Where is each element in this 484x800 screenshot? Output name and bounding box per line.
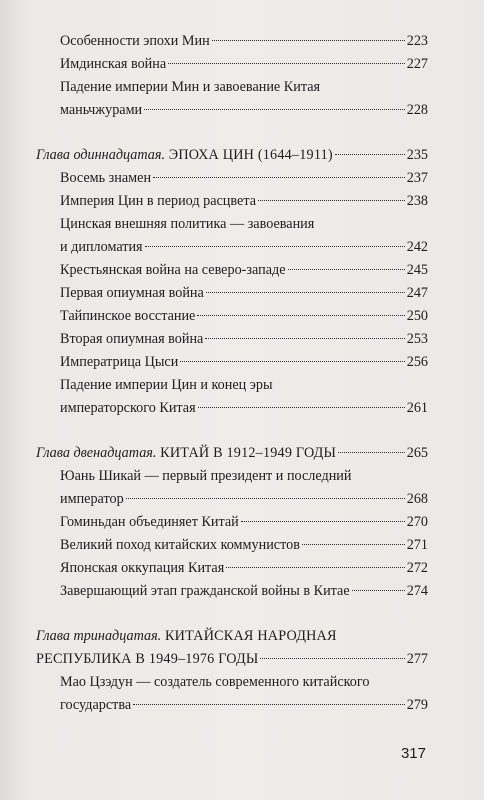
toc-entry	[36, 328, 428, 351]
toc-entry-page: 268	[406, 491, 428, 507]
toc-entry-title-line2: маньчжурами	[60, 102, 143, 118]
toc-entry-title-line1: Юань Шикай — первый президент и последний	[60, 468, 352, 484]
toc-entry	[36, 99, 428, 122]
dot-leader	[168, 63, 405, 64]
chapter-title-line2: РЕСПУБЛИКА В 1949–1976 ГОДЫ	[36, 651, 259, 667]
toc-entry-title-line2: императорского Китая	[60, 400, 196, 416]
toc-chapter-heading	[36, 144, 428, 167]
dot-leader	[260, 658, 404, 659]
toc-entry-title: Особенности эпохи Мин	[60, 33, 210, 49]
toc-entry-title: Имдинская война	[60, 56, 167, 72]
dot-leader	[258, 200, 405, 201]
toc-entry-page: 227	[406, 56, 428, 72]
chapter-label: Глава одиннадцатая.	[36, 147, 166, 163]
toc-entry-title: Империя Цин в период расцвета	[60, 193, 256, 209]
page-number: 317	[400, 745, 426, 762]
toc-entry	[36, 557, 428, 580]
dot-leader	[126, 498, 405, 499]
toc-entry-page: 245	[406, 262, 428, 278]
toc-entry	[36, 167, 428, 190]
toc-entry-title: Тайпинское восстание	[60, 308, 196, 324]
toc-entry-page: 237	[406, 170, 428, 186]
toc-entry	[36, 534, 428, 557]
toc-entry-page: 272	[406, 560, 428, 576]
toc-entry	[36, 397, 428, 420]
dot-leader	[144, 109, 405, 110]
toc-chapter-heading	[36, 442, 428, 465]
toc-entry	[36, 511, 428, 534]
toc-entry	[36, 53, 428, 76]
toc-entry-title-line2: и дипломатия	[60, 239, 143, 255]
toc-entry-page: 228	[406, 102, 428, 118]
toc-entry-title-line1: Падение империи Мин и завоевание Китая	[60, 79, 321, 95]
dot-leader	[198, 407, 405, 408]
toc-entry-page: 250	[406, 308, 428, 324]
toc-entry	[36, 236, 428, 259]
table-of-contents	[36, 30, 428, 717]
toc-entry-title: Гоминьдан объединяет Китай	[60, 514, 239, 530]
toc-entry	[36, 305, 428, 328]
toc-entry-title: Первая опиумная война	[60, 285, 204, 301]
dot-leader	[197, 315, 404, 316]
toc-entry-page: 242	[406, 239, 428, 255]
toc-entry-title: Вторая опиумная война	[60, 331, 204, 347]
toc-entry-page: 270	[406, 514, 428, 530]
chapter-title: КИТАЙ В 1912–1949 ГОДЫ	[156, 445, 337, 461]
dot-leader	[206, 292, 405, 293]
chapter-label: Глава двенадцатая.	[36, 445, 157, 461]
dot-leader	[335, 154, 405, 155]
toc-entry-title: Завершающий этап гражданской войны в Китае	[60, 583, 350, 599]
toc-entry-title-line1: Мао Цзэдун — создатель современного китайского	[60, 674, 370, 690]
toc-entry	[36, 351, 428, 374]
toc-entry-title-line1: Цинская внешняя политика — завоевания	[60, 216, 315, 232]
toc-entry-page: 253	[406, 331, 428, 347]
toc-entry-title-line2: государства	[60, 697, 132, 713]
dot-leader	[302, 544, 405, 545]
toc-entry-title-line2: император	[60, 491, 124, 507]
chapter-page: 265	[406, 445, 428, 461]
toc-entry	[36, 580, 428, 603]
dot-leader	[133, 704, 405, 705]
toc-entry	[36, 30, 428, 53]
toc-entry-page: 247	[406, 285, 428, 301]
dot-leader	[145, 246, 405, 247]
toc-entry	[36, 488, 428, 511]
toc-entry-title: Императрица Цыси	[60, 354, 179, 370]
toc-chapter-heading-line1	[36, 625, 428, 648]
dot-leader	[205, 338, 404, 339]
toc-entry	[36, 190, 428, 213]
dot-leader	[153, 177, 405, 178]
toc-entry-title: Великий поход китайских коммунистов	[60, 537, 300, 553]
dot-leader	[180, 361, 404, 362]
toc-entry-page: 238	[406, 193, 428, 209]
chapter-page: 277	[406, 651, 428, 667]
toc-entry-title-line1: Падение империи Цин и конец эры	[60, 377, 273, 393]
dot-leader	[212, 40, 405, 41]
chapter-page: 235	[406, 147, 428, 163]
toc-entry	[36, 259, 428, 282]
toc-entry	[36, 694, 428, 717]
toc-chapter-heading	[36, 648, 428, 671]
toc-entry-page: 223	[406, 33, 428, 49]
toc-entry-title: Крестьянская война на северо-западе	[60, 262, 286, 278]
chapter-title-line1: КИТАЙСКАЯ НАРОДНАЯ	[161, 628, 337, 644]
toc-entry-page: 279	[406, 697, 428, 713]
dot-leader	[241, 521, 405, 522]
toc-entry-title: Восемь знамен	[60, 170, 152, 186]
dot-leader	[338, 452, 405, 453]
toc-entry	[36, 282, 428, 305]
toc-entry-page: 261	[406, 400, 428, 416]
chapter-label: Глава тринадцатая.	[36, 628, 162, 644]
toc-entry-page: 274	[406, 583, 428, 599]
toc-entry-title: Японская оккупация Китая	[60, 560, 225, 576]
dot-leader	[226, 567, 404, 568]
toc-entry-page: 271	[406, 537, 428, 553]
toc-entry-page: 256	[406, 354, 428, 370]
chapter-title: ЭПОХА ЦИН (1644–1911)	[165, 147, 333, 163]
dot-leader	[288, 269, 405, 270]
dot-leader	[352, 590, 405, 591]
